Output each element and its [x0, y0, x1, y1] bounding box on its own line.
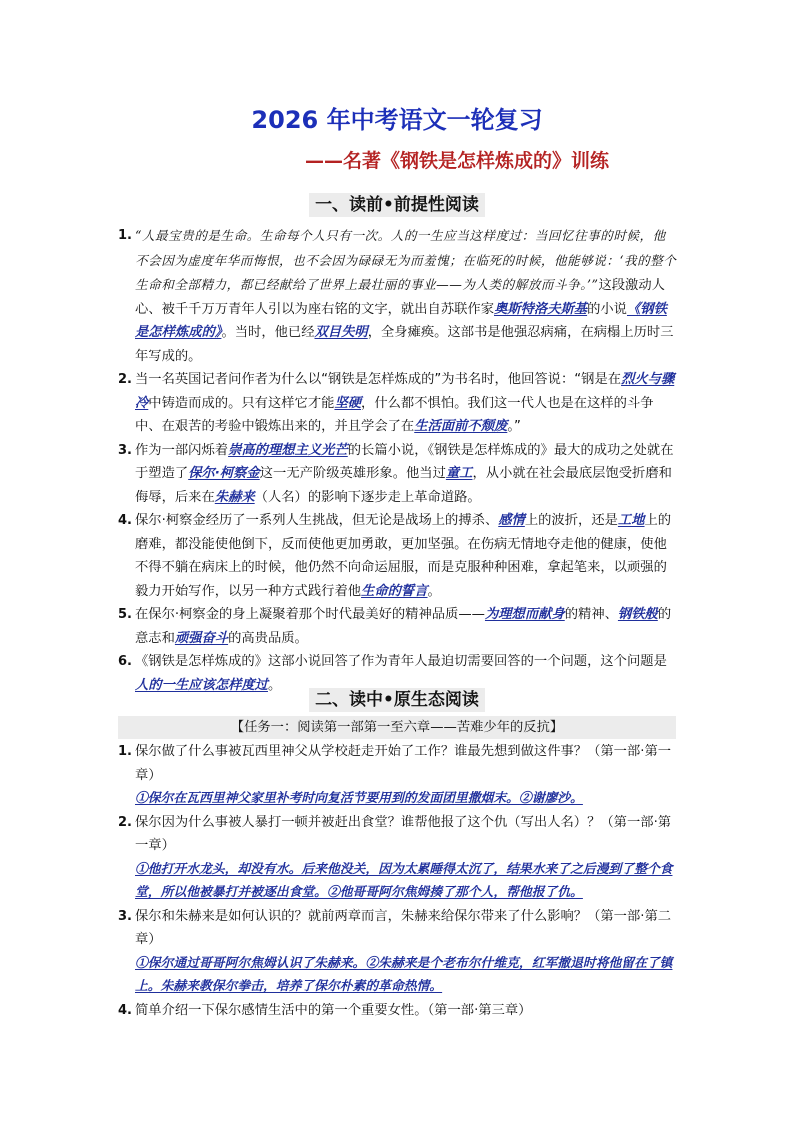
section-heading-1-text: 一、读前•前提性阅读 — [309, 193, 485, 217]
item-number: 5. — [118, 607, 132, 622]
answer-keyword: 工地 — [617, 513, 645, 528]
item-text: 的意志和 — [135, 607, 672, 646]
answer-keyword: 顽强奋斗 — [174, 630, 229, 646]
item-quote: “人最宝贵的是生命。生命每个人只有一次。人的一生应当这样度过：当回忆往事的时候，他不会因为虚度年华而悔恨，也不会因为碌碌无为而羞愧；在临死的时候，他能够说：‘我的整个生命和全部精力，都已经献给了世界上最壮丽的事业——为人类的解放而斗争。’” — [135, 228, 677, 292]
section1-list — [118, 224, 678, 697]
item-text: 的高贵品质。 — [228, 630, 308, 646]
item-text: 这一无产阶级英雄形象。他当过 — [259, 466, 446, 481]
list-item — [118, 509, 678, 603]
answer-keyword: 感情 — [498, 513, 525, 528]
answer-keyword: 生命的誓言 — [361, 583, 428, 599]
item-text: ，什么都不惧怕。我们这一代人也是在这样的斗争中、在艰苦的考验中锻炼出来的，并且学会了在 — [135, 395, 654, 434]
item-text: 这段激动人心、被千千万万青年人引以为座右铭的文字，就出自苏联作家 — [135, 278, 665, 317]
answer-keyword: 崇高的理想主义光芒 — [228, 442, 348, 458]
section-heading-1 — [0, 190, 794, 215]
task-banner: 【任务一：阅读第一部第一至六章——苦难少年的反抗】 — [118, 716, 676, 739]
section2-list — [118, 740, 678, 1022]
answer-keyword: 《钢铁是怎样炼成的》 — [135, 301, 667, 340]
question-item — [118, 905, 678, 999]
answer-text: ①保尔通过哥哥阿尔焦姆认识了朱赫来。②朱赫来是个老布尔什维克，红军撤退时将他留在了镇上。朱赫来教保尔拳击，培养了保尔朴素的革命热情。 — [135, 955, 673, 994]
item-text: 《钢铁是怎样炼成的》这部小说回答了作为青年人最迫切需要回答的一个问题，这个问题是 — [135, 654, 667, 669]
question-text: 保尔做了什么事被瓦西里神父从学校赶走开始了工作？谁最先想到做这件事？（第一部·第一章） — [135, 744, 672, 783]
item-number: 1. — [118, 744, 132, 759]
list-item — [118, 368, 678, 439]
item-number: 3. — [118, 908, 132, 924]
answer-keyword: 生活面前不颓废 — [414, 419, 508, 434]
list-item — [118, 224, 678, 368]
item-text: （人名）的影响下逐步走上革命道路。 — [254, 489, 481, 505]
answer-keyword: 双目失明 — [314, 325, 368, 340]
item-number: 4. — [118, 1002, 132, 1018]
answer-keyword: 为理想而献身 — [484, 607, 565, 622]
item-text: 的长篇小说，《钢铁是怎样炼成的》最大的成功之处就在于塑造了 — [135, 442, 674, 481]
answer-text: ①他打开水龙头，却没有水。后来他没关，因为太累睡得太沉了，结果水来了之后漫到了整个食堂，所以他被暴打并被逐出食堂。②他哥哥阿尔焦姆揍了那个人，帮他报了仇。 — [135, 861, 673, 900]
question-text: 保尔因为什么事被人暴打一顿并被赶出食堂？谁帮他报了这个仇（写出人名）？（第一部·第一章） — [135, 814, 672, 853]
item-text: 作为一部闪烁着 — [135, 442, 229, 458]
item-text: ，从小就在社会最底层饱受折磨和侮辱，后来在 — [135, 466, 672, 505]
answer-keyword: 人的一生应该怎样度过 — [135, 677, 268, 693]
item-text: 上的波折，还是 — [524, 513, 618, 528]
page-subtitle: ——名著《钢铁是怎样炼成的》训练 — [304, 150, 609, 172]
answer-keyword: 钢铁般 — [617, 607, 658, 622]
answer-keyword: 烈火与骤冷 — [135, 372, 675, 411]
answer-keyword: 奥斯特洛夫斯基 — [494, 301, 588, 317]
item-number: 3. — [118, 442, 132, 458]
item-text: 。当时，他已经 — [221, 325, 315, 340]
question-item — [118, 999, 678, 1023]
item-number: 4. — [118, 513, 132, 528]
item-text: 的小说 — [587, 301, 627, 317]
question-text: 保尔和朱赫来是如何认识的？就前两章而言，朱赫来给保尔带来了什么影响？（第一部·第二章） — [135, 908, 672, 947]
answer-keyword: 朱赫来 — [214, 489, 255, 505]
question-text: 简单介绍一下保尔感情生活中的第一个重要女性。（第一部·第三章） — [135, 1002, 532, 1018]
item-text: 上的磨难，都没能使他倒下，反而使他更加勇敢，更加坚强。在伤病无情地夺走他的健康，使他不得不躺在病床上的时候，他仍然不向命运屈服，而是克服种种困难，拿起笔来，以顽强的毅力开始写作，以另一种方式践行着他 — [135, 513, 672, 599]
item-number: 2. — [118, 372, 132, 387]
item-number: 2. — [118, 814, 132, 830]
item-text: 在保尔·柯察金的身上凝聚着那个时代最美好的精神品质—— — [135, 607, 485, 622]
question-item — [118, 811, 678, 905]
item-text: 。 — [427, 583, 441, 599]
item-text: 。 — [267, 677, 282, 693]
item-text: ，全身瘫痪。这部书是他强忍病痛，在病榻上历时三年写成的。 — [135, 325, 674, 364]
answer-keyword: 保尔·柯察金 — [188, 466, 260, 481]
page-title: 2026 年中考语文一轮复习 — [251, 106, 543, 134]
list-item — [118, 603, 678, 650]
item-number: 1. — [118, 228, 132, 243]
item-text: 的精神、 — [564, 607, 618, 622]
answer-keyword: 童工 — [445, 466, 473, 481]
section-heading-2-text: 二、读中•原生态阅读 — [309, 688, 485, 712]
item-text: 保尔·柯察金经历了一系列人生挑战，但无论是战场上的搏杀、 — [135, 513, 499, 528]
list-item — [118, 439, 678, 510]
item-text: 。” — [507, 419, 521, 434]
section-heading-2 — [0, 685, 794, 710]
question-item — [118, 740, 678, 811]
item-text: 当一名英国记者问作者为什么以“钢铁是怎样炼成的”为书名时，他回答说：“钢是在 — [135, 372, 622, 387]
answer-text: ①保尔在瓦西里神父家里补考时向复活节要用到的发面团里撒烟末。②谢廖沙。 — [135, 791, 583, 806]
answer-keyword: 坚硬 — [334, 395, 362, 411]
item-text: 中铸造而成的。只有这样它才能 — [148, 395, 335, 411]
item-number: 6. — [118, 654, 132, 669]
